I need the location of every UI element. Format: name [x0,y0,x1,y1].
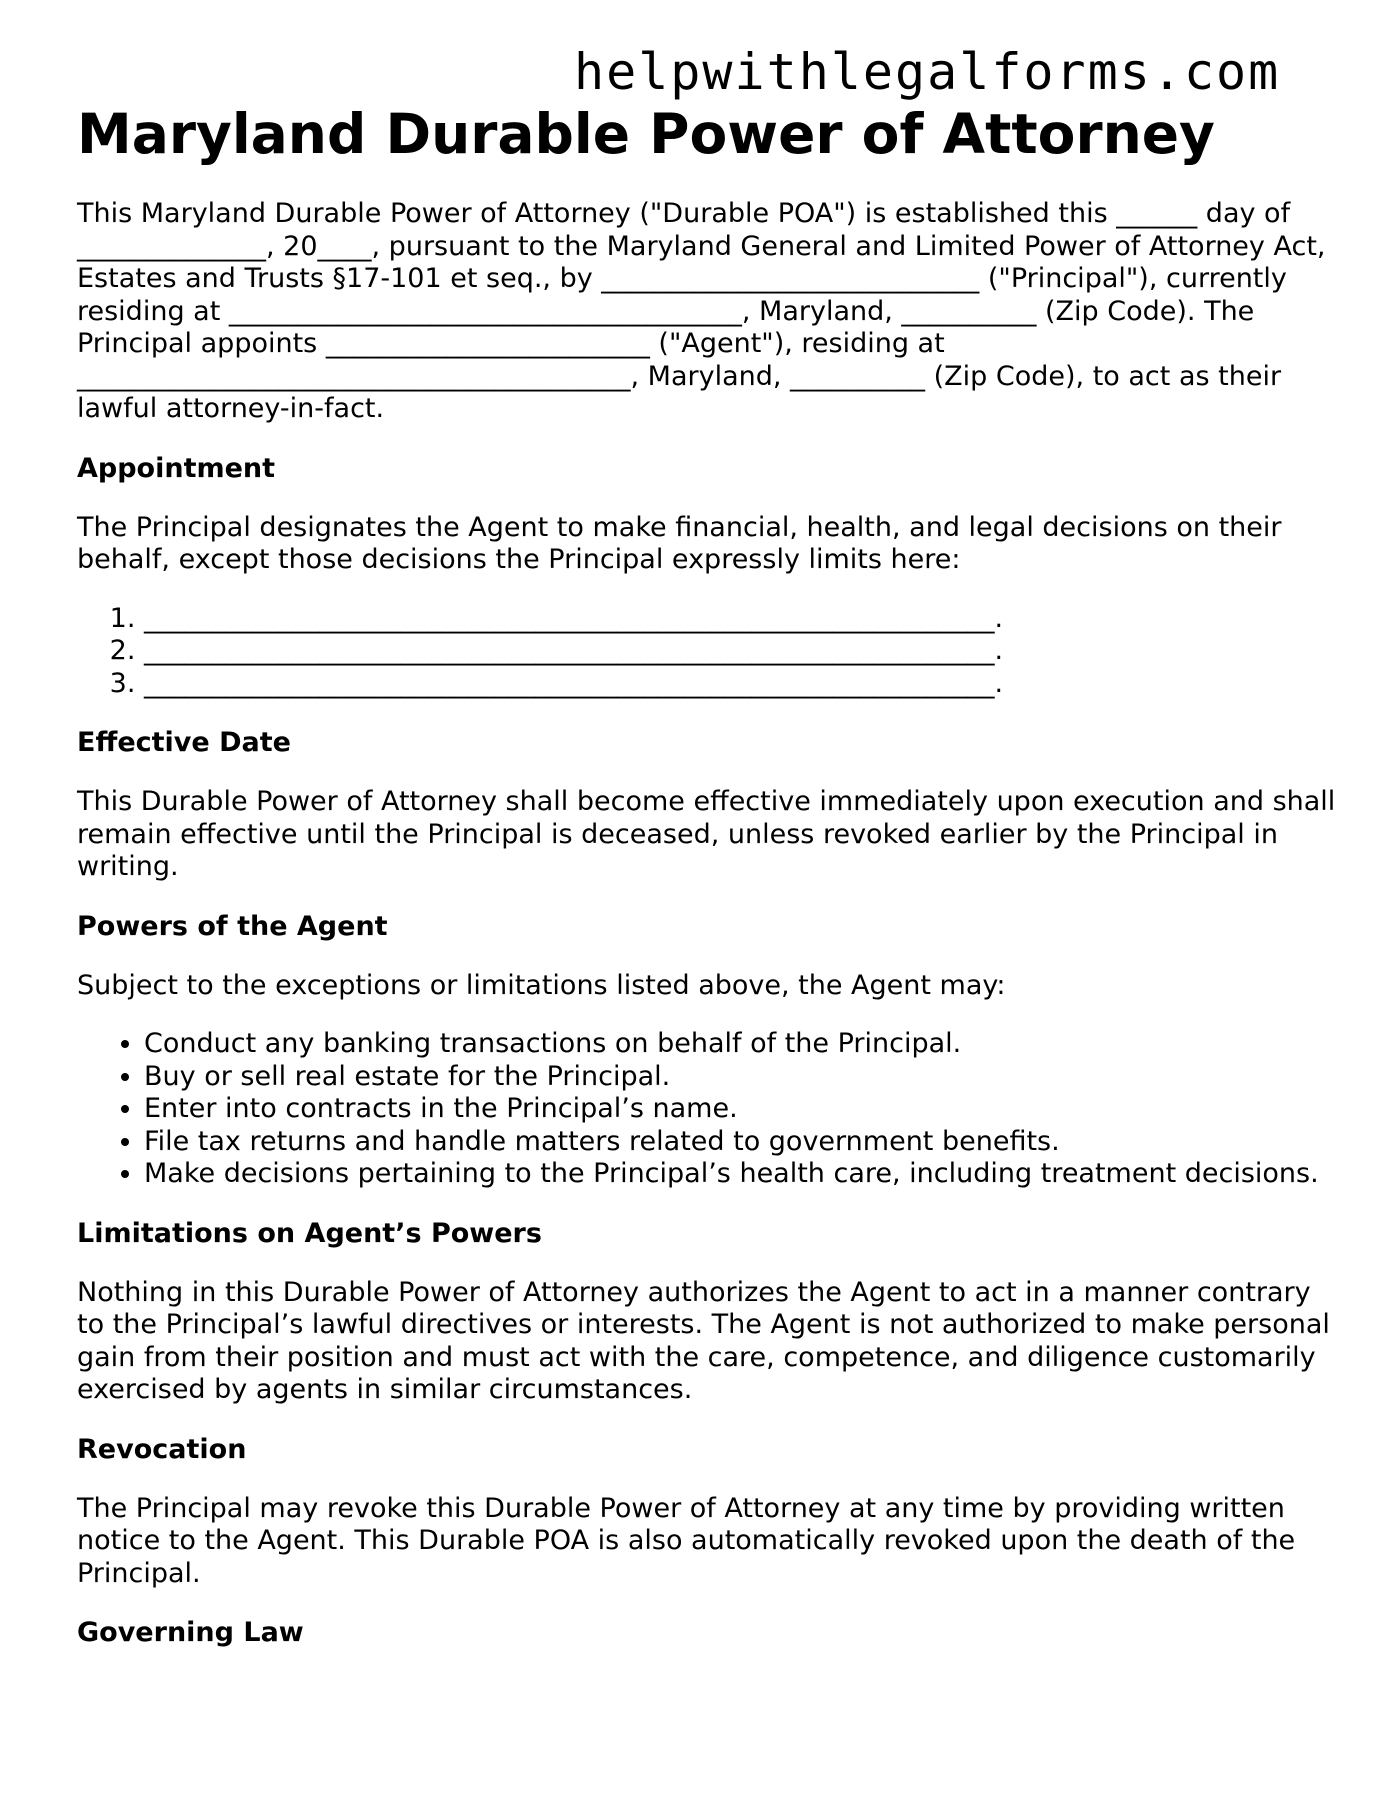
appointment-paragraph: The Principal designates the Agent to make financial, health, and legal decisions on their behalf, except those decisions the Principal expressly limits here: [77,511,1282,575]
power-item-real-estate: • Buy or sell real estate for the Principal. [144,1061,1337,1094]
effective-date-paragraph: This Durable Power of Attorney shall become effective immediately upon execution and shall remain effective until the Principal is deceased, unless revoked earlier by the Principal in writing. [77,786,1336,882]
document-body [77,96,1337,1649]
powers-paragraph: Subject to the exceptions or limitations listed above, the Agent may: [77,969,1006,1001]
watermark: helpwithlegalforms.com [574,43,1281,101]
power-item-tax: • File tax returns and handle matters related to government benefits. [144,1126,1337,1159]
power-item-banking: • Conduct any banking transactions on behalf of the Principal. [144,1028,1337,1061]
revocation-paragraph: The Principal may revoke this Durable Power of Attorney at any time by providing written notice to the Agent. This Durable POA is also automatically revoked upon the death of the Principal. [77,1492,1296,1589]
limit-item-2: 2. _______________________________________________________________. [144,635,1337,668]
limitations-paragraph: Nothing in this Durable Power of Attorney authorizes the Agent to act in a manner contrary to the Principal’s lawful directives or interests. The Agent is not authorized to make personal gain from their position and must act with the care, competence, and diligence customarily exercised by agents in similar circumstances. [77,1276,1330,1405]
power-item-health-care: • Make decisions pertaining to the Principal’s health care, including treatment decisions. [144,1158,1337,1191]
powers-heading: Powers of the Agent [77,910,388,942]
limits-list [77,603,1337,701]
governing-law-heading: Governing Law [77,1617,304,1648]
intro-paragraph: This Maryland Durable Power of Attorney ("Durable POA") is established this ______ day of ______________, 20____, pursuant to the Maryland General and Limited Power of Attorney Act, Estates and Trusts §17-101 et seq., by ____________________________ ("Principal"), currently residing at ______________________________________, Maryland, __________ (Zip Code). The Principal appoints ________________________ ("Agent"), residing at _________________________________________, Maryland, __________ (Zip Code), to act as their lawful attorney-in-fact. [77,198,1326,424]
limitations-heading: Limitations on Agent’s Powers [77,1217,542,1249]
effective-date-heading: Effective Date [77,727,291,758]
revocation-heading: Revocation [77,1433,247,1465]
document-title: Maryland Durable Power of Attorney [77,102,1215,166]
powers-list [77,1028,1337,1191]
power-item-contracts: • Enter into contracts in the Principal’s name. [144,1093,1337,1126]
limit-item-1: 1. _______________________________________________________________. [144,603,1337,636]
limit-item-3: 3. _______________________________________________________________. [144,668,1337,701]
appointment-heading: Appointment [77,452,276,484]
